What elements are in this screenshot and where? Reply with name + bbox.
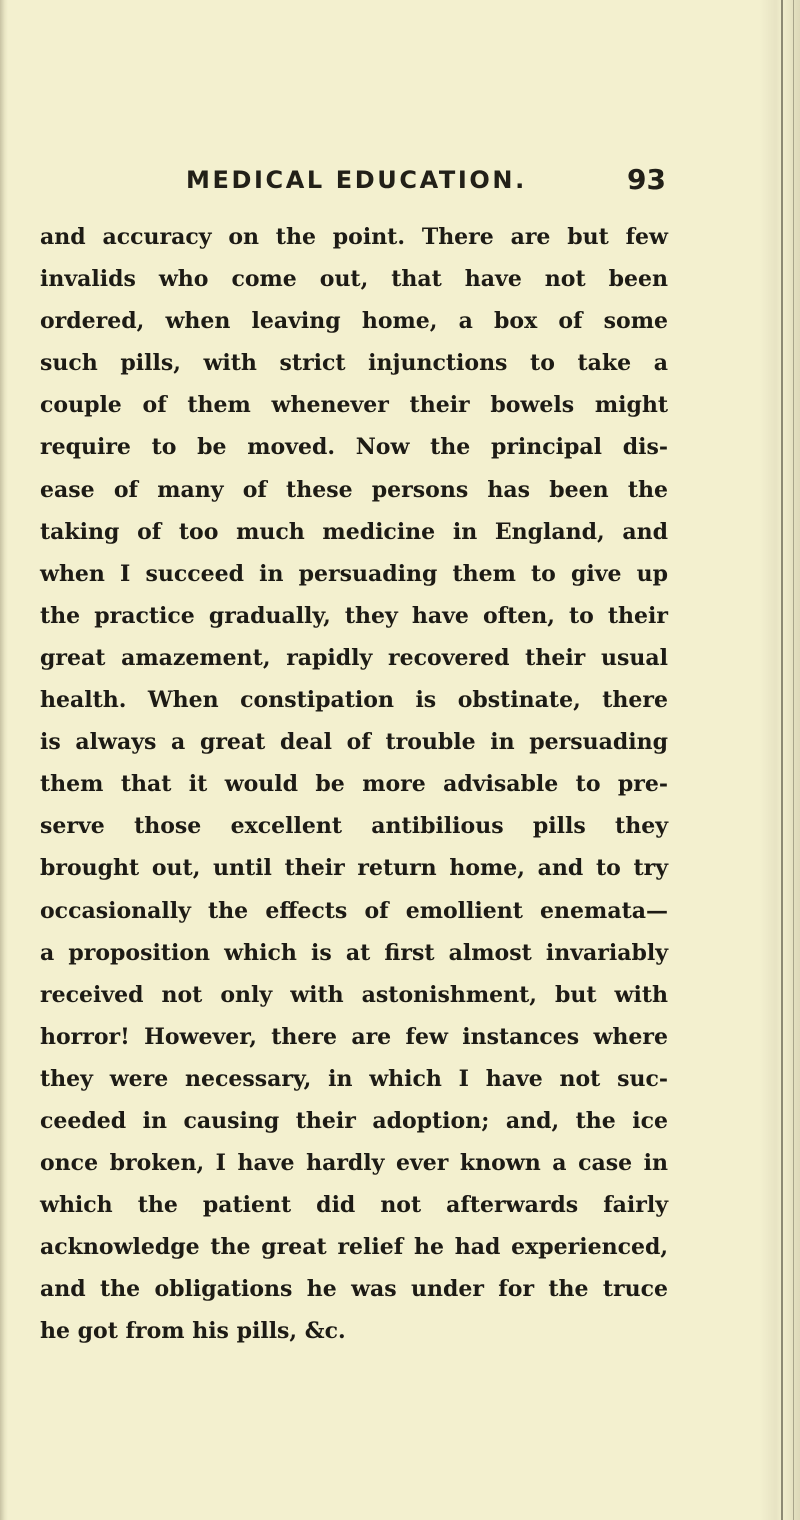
- text-line: such pills, with strict injunctions to take a: [40, 350, 668, 377]
- text-line: health. When constipation is obstinate, there: [40, 687, 668, 714]
- text-line: taking of too much medicine in England, and: [40, 518, 668, 545]
- text-line: a proposition which is at first almost invariably: [40, 939, 668, 966]
- text-line: and accuracy on the point. There are but few: [40, 224, 668, 250]
- running-header: [186, 160, 666, 200]
- text-line: once broken, I have hardly ever known a case in: [40, 1150, 668, 1177]
- text-line: occasionally the effects of emollient enemata—: [40, 897, 668, 924]
- text-line: require to be moved. Now the principal dis-: [40, 434, 668, 461]
- binding-line: [781, 0, 783, 1520]
- text-line: them that it would be more advisable to pre-: [40, 771, 668, 798]
- text-line: great amazement, rapidly recovered their usual: [40, 644, 668, 671]
- text-line: received not only with astonishment, but with: [40, 981, 668, 1008]
- running-title: MEDICAL EDUCATION.: [186, 166, 527, 194]
- text-line: which the patient did not afterwards fairly: [40, 1192, 668, 1219]
- page-edge-shadow: [0, 0, 8, 1520]
- text-line: they were necessary, in which I have not suc-: [40, 1065, 668, 1092]
- text-line: couple of them whenever their bowels might: [40, 392, 668, 419]
- text-line: acknowledge the great relief he had experienced,: [40, 1234, 668, 1261]
- text-line: he got from his pills, &c.: [40, 1318, 346, 1345]
- text-line: when I succeed in persuading them to give up: [40, 560, 668, 587]
- binding-line-outer: [793, 0, 794, 1520]
- text-line: ceeded in causing their adoption; and, the ice: [40, 1107, 668, 1134]
- text-line: serve those excellent antibilious pills they: [40, 813, 668, 840]
- text-line: horror! However, there are few instances where: [40, 1023, 668, 1050]
- book-gutter: [760, 0, 800, 1520]
- page-number: 93: [627, 163, 666, 196]
- text-line: brought out, until their return home, and to try: [40, 855, 668, 882]
- text-line: ordered, when leaving home, a box of some: [40, 308, 668, 335]
- text-line: and the obligations he was under for the truce: [40, 1276, 668, 1303]
- text-line: invalids who come out, that have not been: [40, 266, 668, 293]
- text-line: ease of many of these persons has been the: [40, 476, 668, 503]
- text-line: is always a great deal of trouble in persuading: [40, 729, 668, 756]
- body-text: [40, 216, 668, 1353]
- text-line: the practice gradually, they have often, to their: [40, 602, 668, 629]
